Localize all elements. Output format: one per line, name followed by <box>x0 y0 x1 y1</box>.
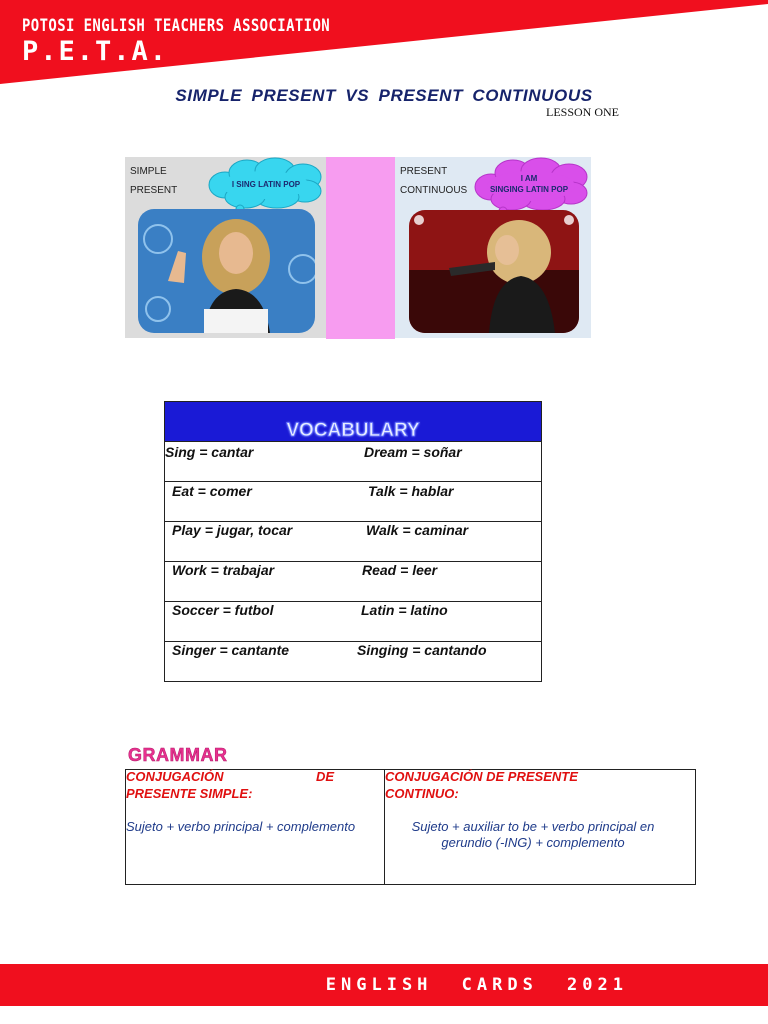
present-continuous-bubble-text <box>481 173 577 195</box>
grammar-heading: GRAMMAR <box>128 745 228 765</box>
simple-present-label <box>130 162 177 200</box>
vocab-word-left: Sing = cantar <box>165 444 254 460</box>
divider-strip <box>326 157 395 339</box>
present-continuous-bubble-line-1: I AM <box>520 174 538 183</box>
table-row <box>165 442 541 482</box>
table-row <box>165 482 541 522</box>
vocabulary-title: VOCABULARY <box>286 420 420 441</box>
vocab-word-right: Singing = cantando <box>357 642 487 658</box>
simple-present-side <box>125 157 326 338</box>
page-title: SIMPLE PRESENT VS PRESENT CONTINUOUS <box>175 86 593 105</box>
vocabulary-header <box>165 402 541 442</box>
present-continuous-grammar-formula-line-2: gerundio (-ING) + complemento <box>441 835 625 850</box>
vocab-word-right: Latin = latino <box>361 602 448 618</box>
table-row <box>165 522 541 562</box>
simple-present-grammar-cell <box>126 770 385 884</box>
footer-label: ENGLISH CARDS 2021 <box>325 975 628 995</box>
present-continuous-label-line-1: PRESENT <box>400 166 448 177</box>
vocab-word-left: Work = trabajar <box>172 562 275 578</box>
simple-present-label-line-1: SIMPLE <box>130 166 167 177</box>
simple-present-label-line-2: PRESENT <box>130 185 178 196</box>
present-continuous-label-line-2: CONTINUOUS <box>400 185 468 196</box>
present-continuous-side <box>395 157 591 338</box>
simple-present-grammar-heading-de: DE <box>316 769 335 784</box>
simple-present-grammar-formula: Sujeto + verbo principal + complemento <box>126 819 356 834</box>
present-continuous-grammar-heading-line-1: CONJUGACIÓN DE PRESENTE <box>385 769 578 784</box>
present-continuous-grammar-cell <box>385 770 695 884</box>
footer-bar <box>0 964 768 1006</box>
table-row <box>165 602 541 642</box>
vocab-word-right: Walk = caminar <box>366 522 469 538</box>
vocab-word-right: Talk = hablar <box>368 483 454 499</box>
vocab-word-right: Read = leer <box>362 562 438 578</box>
table-row <box>165 642 541 681</box>
vocab-word-left: Eat = comer <box>172 483 252 499</box>
simple-present-grammar-heading-line-2: PRESENTE SIMPLE: <box>126 786 253 801</box>
present-continuous-grammar-heading-line-2: CONTINUO: <box>385 786 459 801</box>
vocab-word-right: Dream = soñar <box>364 444 462 460</box>
vocab-word-left: Soccer = futbol <box>172 602 274 618</box>
table-row <box>165 562 541 602</box>
simple-present-bubble-text: I SING LATIN POP <box>231 180 301 189</box>
lesson-label: LESSON ONE <box>546 105 620 119</box>
grammar-table <box>125 769 696 885</box>
vocab-word-left: Singer = cantante <box>172 642 290 658</box>
singer-waving-photo <box>138 209 315 333</box>
comparison-picture-panel <box>125 157 591 339</box>
vocabulary-table <box>164 401 542 682</box>
present-continuous-grammar-formula-line-1: Sujeto + auxiliar to be + verbo principal en <box>411 819 655 834</box>
present-continuous-label <box>400 162 467 200</box>
organization-abbreviation: P.E.T.A. <box>22 36 169 67</box>
vocab-word-left: Play = jugar, tocar <box>172 522 293 538</box>
singer-performing-photo <box>409 210 579 333</box>
present-continuous-bubble-line-2: SINGING LATIN POP <box>489 185 569 194</box>
simple-present-grammar-heading-line-1: CONJUGACIÓN <box>126 769 224 784</box>
organization-name: POTOSI ENGLISH TEACHERS ASSOCIATION <box>22 16 331 36</box>
